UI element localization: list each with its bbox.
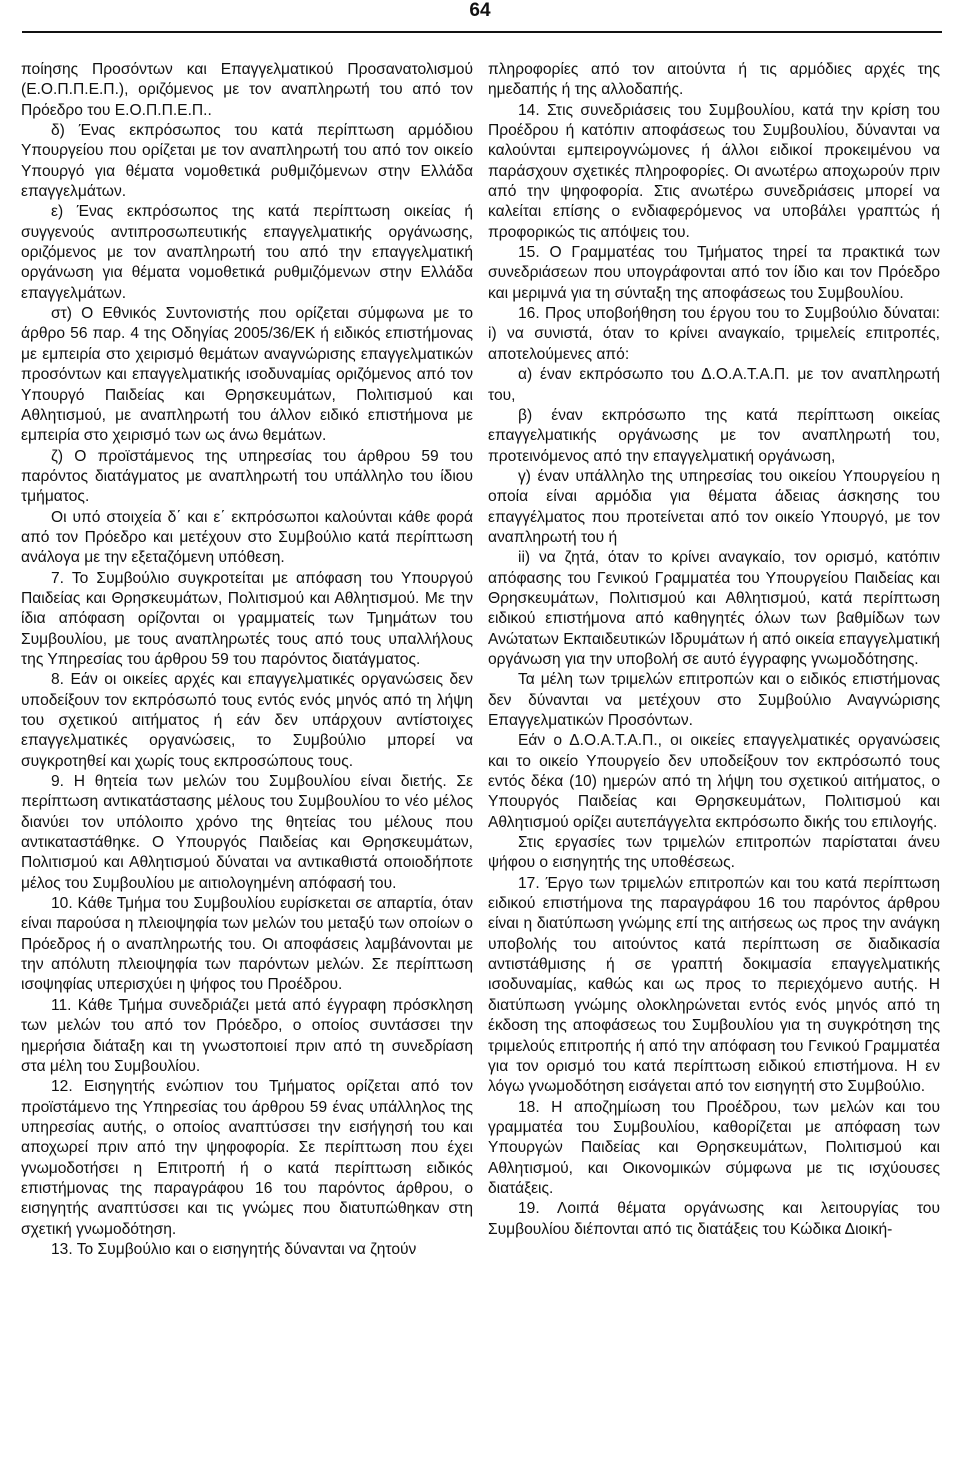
paragraph: 10. Κάθε Τμήμα του Συμβουλίου ευρίσκεται σε απαρτία, όταν είναι παρούσα η πλειοψηφία των μελών του μεταξύ των οποίων ο Πρόεδρος ή ο αναπληρωτής του. Οι αποφάσεις λαμβάνονται με την απόλυτη πλειοψηφία των παρόντων μελών. Σε περίπτωση ισοψηφίας υπερισχύει η ψήφος του Προέδρου. [21,895,473,994]
header-rule [22,31,942,33]
paragraph: Τα μέλη των τριμελών επιτροπών και ο ειδικός επιστήμονας δεν δύνανται να μετέχουν στο Συμβούλιο Αναγνώρισης Επαγγελματικών Προσόντων. [488,671,940,729]
paragraph: 12. Εισηγητής ενώπιον του Τμήματος ορίζεται από τον προϊστάμενο της Υπηρεσίας του άρθρου 59 ένας υπάλληλος της υπηρεσίας αυτής, ο οποίος αναπτύσσει την εισήγησή του και αποχωρεί πριν από την ψηφοφορία. Σε περίπτωση που έχει γνωμοδοτήσει η Επιτροπή ή ο κατά περίπτωση ειδικός επιστήμονας της παραγράφου 16 του παρόντος άρθρου, ο εισηγητής αναπτύσσει και τις γνώμες που διατυπώθηκαν στη σχετική γνωμοδότηση. [21,1078,473,1238]
paragraph: 19. Λοιπά θέματα οργάνωσης και λειτουργίας του Συμβουλίου διέπονται από τις διατάξεις του Κώδικα Διοική- [488,1200,940,1238]
paragraph: γ) έναν υπάλληλο της υπηρεσίας του οικείου Υπουργείου η οποία είναι αρμόδια για θέματα άδειας άσκησης του επαγγέλματος που προτείνεται από τον οικείο Υπουργό, με τον αναπληρωτή του ή [488,467,940,546]
paragraph: 11. Κάθε Τμήμα συνεδριάζει μετά από έγγραφη πρόσκληση των μελών του από τον Πρόεδρο, ο οποίος συντάσσει την ημερήσια διάταξη και τη γνωστοποιεί πριν από τη συνεδρίαση στα μέλη του Συμβουλίου. [21,996,473,1075]
paragraph: πληροφορίες από τον αιτούντα ή τις αρμόδιες αρχές της ημεδαπής ή της αλλοδαπής. [488,61,940,99]
paragraph: β) έναν εκπρόσωπο της κατά περίπτωση οικείας επαγγελματικής οργάνωσης με τον αναπληρωτή του, προτεινόμενος από την επαγγελματική οργάνωση, [488,406,940,465]
paragraph: Εάν ο Δ.Ο.Α.Τ.Α.Π., οι οικείες επαγγελματικές οργανώσεις και το οικείο Υπουργείο δεν υποδείξουν τον εκπρόσωπό τους εντός δέκα (10) ημερών από τη λήψη του σχετικού αιτήματος, ο Υπουργός Παιδείας και Θρησκευμάτων, Πολιτισμού και Αθλητισμού ορίζει αυτεπάγγελτα εκπρόσωπο δικής του επιλογής. [488,732,940,831]
paragraph: α) έναν εκπρόσωπο του Δ.Ο.Α.Τ.Α.Π. με τον αναπληρωτή του, [488,366,940,404]
paragraph: στ) Ο Εθνικός Συντονιστής που ορίζεται σύμφωνα με το άρθρο 56 παρ. 4 της Οδηγίας 2005/36/ΕΚ ή ειδικός επιστήμονας με εμπειρία στο χειρισμό θεμάτων αναγνώρισης επαγγελματικών προσόντων και επαγγελματικής ισοδυναμίας οριζόμενος από τον Υπουργό Παιδείας και Θρησκευμάτων, Πολιτισμού και Αθλητισμού, με αναπληρωτή του άλλον ειδικό επιστήμονα με εμπειρία στο χειρισμό των ως άνω θεμάτων. [21,305,473,445]
paragraph: ζ) Ο προϊστάμενος της υπηρεσίας του άρθρου 59 του παρόντος διατάγματος με αναπληρωτή του υπάλληλο του ίδιου τμήματος. [21,447,473,506]
paragraph: 7. Το Συμβούλιο συγκροτείται με απόφαση του Υπουργού Παιδείας και Θρησκευμάτων, Πολιτισμού και Αθλητισμού. Με την ίδια απόφαση ορίζονται οι γραμματείς των Τμημάτων του Συμβουλίου, με τους αναπληρωτές τους από τους υπαλλήλους της Υπηρεσίας του άρθρου 59 του παρόντος διατάγματος. [21,569,473,668]
paragraph: Οι υπό στοιχεία δ΄ και ε΄ εκπρόσωποι καλούνται κάθε φορά από τον Πρόεδρο και μετέχουν στο Συμβούλιο κατά περίπτωση ανάλογα με την εξεταζόμενη υπόθεση. [21,508,473,567]
paragraph: ποίησης Προσόντων και Επαγγελματικού Προσανατολισμού (Ε.Ο.Π.Π.Ε.Π.), οριζόμενος με τον αναπληρωτή του από τον Πρόεδρο του Ε.Ο.Π.Π.Ε.Π.. [21,61,473,119]
paragraph: 17. Έργο των τριμελών επιτροπών και του κατά περίπτωση ειδικού επιστήμονα της παραγράφου 16 του παρόντος άρθρου είναι η διατύπωση γνώμης επί της αιτήσεως ως προς την ανάγκη υποβολής του αιτούντος κατά περίπτωση σε διαδικασία αντιστάθμισης ή σε γραπτή δοκιμασία επαγγελματικής ισοδυναμίας, καθώς και ως προς το περιεχόμενο αυτής. Η διατύπωση γνώμης ολοκληρώνεται εντός ενός μηνός από τη έκδοση της αποφάσεως του Συμβουλίου για τη συγκρότηση της τριμελούς επιτροπής ή από την απόφαση του Γενικού Γραμματέα για τον ορισμό του κατά περίπτωση ειδικού επιστήμονα. Η εν λόγω γνωμοδότηση εισάγεται από τον εισηγητή στο Συμβούλιο. [488,874,940,1096]
paragraph: ε) Ένας εκπρόσωπος της κατά περίπτωση οικείας ή συγγενούς αντιπροσωπευτικής επαγγελματικής οργάνωσης, οριζόμενος με τον αναπληρωτή του από την επαγγελματική οργάνωση για θέματα νομοθετικά ρυθμιζόμενων στην Ελλάδα επαγγελμάτων. [21,203,473,302]
left-column [21,60,473,1260]
paragraph: 15. Ο Γραμματέας του Τμήματος τηρεί τα πρακτικά των συνεδριάσεων που υπογράφονται από τον ίδιο και τον Πρόεδρο και μεριμνά για τη σύνταξη της αποφάσεως του Συμβουλίου. [488,244,940,302]
right-column [488,60,940,1240]
paragraph: 8. Εάν οι οικείες αρχές και επαγγελματικές οργανώσεις δεν υποδείξουν τον εκπρόσωπό τους εντός ενός μηνός από τη λήψη του σχετικού αιτήματος ή εάν δεν υπάρχουν αντίστοιχες επαγγελματικές οργανώσεις, το Συμβούλιο μπορεί να συγκροτηθεί και χωρίς τους εκπροσώπους τους. [21,671,473,770]
paragraph: 13. Το Συμβούλιο και ο εισηγητής δύνανται να ζητούν [51,1240,417,1258]
paragraph: 9. Η θητεία των μελών του Συμβουλίου είναι διετής. Σε περίπτωση αντικατάστασης μέλους του Συμβουλίου το νέο μέλος διανύει τον υπόλοιπο χρόνο της θητείας του μέλους που αντικαταστάθηκε. Ο Υπουργός Παιδείας και Θρησκευμάτων, Πολιτισμού και Αθλητισμού δύναται να αντικαθιστά οποιοδήποτε μέλος του Συμβουλίου με αιτιολογημένη απόφασή του. [21,773,473,892]
paragraph: ii) να ζητά, όταν το κρίνει αναγκαίο, τον ορισμό, κατόπιν απόφασης του Γενικού Γραμματέα του Υπουργείου Παιδείας και Θρησκευμάτων, Πολιτισμού και Αθλητισμού, κατά περίπτωση ειδικού επιστήμονα από καθηγητές όλων των βαθμίδων των Ανώτατων Εκπαιδευτικών Ιδρυμάτων ή από οικεία επαγγελματική οργάνωση για την υποβολή σε αυτό έγγραφης γνωμοδότησης. [488,549,940,668]
paragraph: 14. Στις συνεδριάσεις του Συμβουλίου, κατά την κρίση του Προέδρου ή κατόπιν αποφάσεως του Συμβουλίου, δύνανται να καλούνται εμπειρογνώμονες ή άλλοι ειδικοί προκειμένου να παράσχουν σχετικές πληροφορίες. Οι ανωτέρω αποχωρούν πριν από την ψηφοφορία. Στις ανωτέρω συνεδριάσεις μπορεί να καλείται επίσης ο ενδιαφερόμενος να υποβάλει γραπτώς ή προφορικώς τις απόψεις του. [488,101,940,241]
paragraph: δ) Ένας εκπρόσωπος του κατά περίπτωση αρμόδιου Υπουργείου που ορίζεται με τον αναπληρωτή του από τον οικείο Υπουργό για θέματα νομοθετικά ρυθμιζόμενων στην Ελλάδα επαγγελμάτων. [21,122,473,201]
paragraph: 18. Η αποζημίωση του Προέδρου, των μελών και του γραμματέα του Συμβουλίου, καθορίζεται με απόφαση των Υπουργών Παιδείας και Θρησκευμάτων, Πολιτισμού και Αθλητισμού, και Οικονομικών σύμφωνα με τις ισχύουσες διατάξεις. [488,1098,940,1197]
paragraph: 16. Προς υποβοήθηση του έργου του το Συμβούλιο δύναται: i) να συνιστά, όταν το κρίνει αναγκαίο, τριμελείς επιτροπές, αποτελούμενες από: [488,305,940,363]
paragraph: Στις εργασίες των τριμελών επιτροπών παρίσταται άνευ ψήφου ο εισηγητής της υποθέσεως. [488,834,940,872]
page-number: 64 [469,0,491,21]
